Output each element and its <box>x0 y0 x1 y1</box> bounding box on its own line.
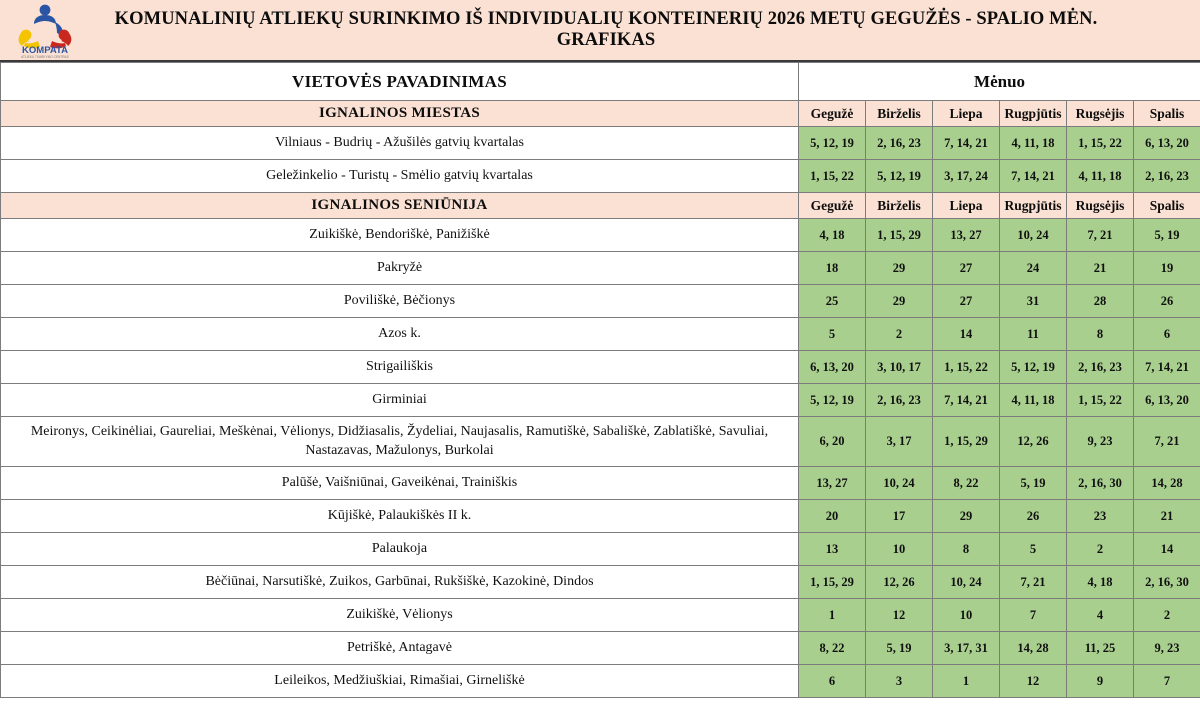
table-row <box>1 285 1200 318</box>
collection-dates-4: 11 <box>1000 318 1067 351</box>
month-header-6: Spalis <box>1134 101 1200 127</box>
collection-dates-2: 10 <box>866 533 933 566</box>
collection-dates-6: 7 <box>1134 665 1200 698</box>
collection-dates-3: 8, 22 <box>933 467 1000 500</box>
collection-dates-5: 9 <box>1067 665 1134 698</box>
collection-dates-1: 5 <box>799 318 866 351</box>
collection-dates-5: 1, 15, 22 <box>1067 384 1134 417</box>
locality-name: Leileikos, Medžiuškiai, Rimašiai, Girneliškė <box>1 665 799 698</box>
collection-dates-2: 2, 16, 23 <box>866 384 933 417</box>
collection-dates-3: 27 <box>933 252 1000 285</box>
collection-dates-3: 7, 14, 21 <box>933 127 1000 160</box>
collection-dates-1: 1 <box>799 599 866 632</box>
locality-name: Bėčiūnai, Narsutiškė, Zuikos, Garbūnai, Rukšiškė, Kazokinė, Dindos <box>1 566 799 599</box>
table-row <box>1 127 1200 160</box>
locality-name: Pakryžė <box>1 252 799 285</box>
month-header-4: Rugpjūtis <box>1000 193 1067 219</box>
collection-dates-5: 8 <box>1067 318 1134 351</box>
table-row <box>1 533 1200 566</box>
collection-dates-5: 4, 18 <box>1067 566 1134 599</box>
collection-dates-3: 10, 24 <box>933 566 1000 599</box>
title-banner <box>0 0 1200 62</box>
locality-name: Meironys, Ceikinėliai, Gaureliai, Meškėnai, Vėlionys, Didžiasalis, Žydeliai, Naujasalis, Ramutiškė, Sabališkė, Zablatiškė, Savuliai, Nastazavas, Mažulonys, Burkolai <box>1 417 799 467</box>
collection-dates-1: 6 <box>799 665 866 698</box>
month-header-5: Rugsėjis <box>1067 101 1134 127</box>
collection-dates-6: 21 <box>1134 500 1200 533</box>
collection-dates-6: 2, 16, 23 <box>1134 160 1200 193</box>
table-row <box>1 318 1200 351</box>
collection-dates-2: 29 <box>866 252 933 285</box>
collection-dates-5: 4 <box>1067 599 1134 632</box>
collection-dates-4: 4, 11, 18 <box>1000 127 1067 160</box>
collection-dates-3: 1, 15, 22 <box>933 351 1000 384</box>
collection-dates-5: 7, 21 <box>1067 219 1134 252</box>
collection-dates-3: 3, 17, 24 <box>933 160 1000 193</box>
locality-name: Zuikiškė, Vėlionys <box>1 599 799 632</box>
table-row <box>1 252 1200 285</box>
collection-dates-4: 5, 19 <box>1000 467 1067 500</box>
collection-dates-2: 29 <box>866 285 933 318</box>
collection-dates-2: 5, 12, 19 <box>866 160 933 193</box>
collection-dates-1: 20 <box>799 500 866 533</box>
collection-dates-4: 5 <box>1000 533 1067 566</box>
logo-tagline: ATLIEKŲ TVARKYMO CENTRAS <box>21 55 69 58</box>
collection-dates-4: 26 <box>1000 500 1067 533</box>
collection-dates-1: 5, 12, 19 <box>799 384 866 417</box>
collection-dates-2: 12, 26 <box>866 566 933 599</box>
collection-dates-2: 3 <box>866 665 933 698</box>
collection-dates-3: 10 <box>933 599 1000 632</box>
table-row <box>1 566 1200 599</box>
collection-dates-4: 12 <box>1000 665 1067 698</box>
collection-dates-3: 3, 17, 31 <box>933 632 1000 665</box>
section-header-row <box>1 101 1200 127</box>
collection-dates-6: 6, 13, 20 <box>1134 127 1200 160</box>
locality-name: Palūšė, Vaišniūnai, Gaveikėnai, Trainiškis <box>1 467 799 500</box>
locality-name: Azos k. <box>1 318 799 351</box>
collection-dates-4: 10, 24 <box>1000 219 1067 252</box>
collection-dates-1: 6, 13, 20 <box>799 351 866 384</box>
section-title: IGNALINOS MIESTAS <box>1 101 799 127</box>
collection-dates-3: 1 <box>933 665 1000 698</box>
header-place-column: VIETOVĖS PAVADINIMAS <box>1 63 799 101</box>
logo-wordmark: KOMPATA <box>22 45 68 56</box>
collection-dates-5: 21 <box>1067 252 1134 285</box>
locality-name: Geležinkelio - Turistų - Smėlio gatvių kvartalas <box>1 160 799 193</box>
collection-dates-5: 2, 16, 30 <box>1067 467 1134 500</box>
locality-name: Vilniaus - Budrių - Ažušilės gatvių kvartalas <box>1 127 799 160</box>
collection-dates-4: 12, 26 <box>1000 417 1067 467</box>
collection-dates-6: 2 <box>1134 599 1200 632</box>
collection-dates-2: 2, 16, 23 <box>866 127 933 160</box>
collection-dates-4: 5, 12, 19 <box>1000 351 1067 384</box>
collection-dates-4: 4, 11, 18 <box>1000 384 1067 417</box>
collection-dates-5: 28 <box>1067 285 1134 318</box>
collection-dates-3: 1, 15, 29 <box>933 417 1000 467</box>
locality-name: Zuikiškė, Bendoriškė, Panižiškė <box>1 219 799 252</box>
month-header-3: Liepa <box>933 193 1000 219</box>
collection-dates-5: 4, 11, 18 <box>1067 160 1134 193</box>
collection-dates-6: 14, 28 <box>1134 467 1200 500</box>
collection-dates-6: 7, 21 <box>1134 417 1200 467</box>
collection-dates-6: 2, 16, 30 <box>1134 566 1200 599</box>
month-header-1: Gegužė <box>799 193 866 219</box>
collection-dates-2: 2 <box>866 318 933 351</box>
table-row <box>1 467 1200 500</box>
table-row <box>1 351 1200 384</box>
collection-dates-3: 27 <box>933 285 1000 318</box>
locality-name: Strigailiškis <box>1 351 799 384</box>
month-header-1: Gegužė <box>799 101 866 127</box>
locality-name: Palaukoja <box>1 533 799 566</box>
collection-dates-2: 17 <box>866 500 933 533</box>
collection-dates-6: 9, 23 <box>1134 632 1200 665</box>
table-row <box>1 500 1200 533</box>
collection-dates-4: 31 <box>1000 285 1067 318</box>
locality-name: Petriškė, Antagavė <box>1 632 799 665</box>
table-row <box>1 599 1200 632</box>
month-header-2: Birželis <box>866 193 933 219</box>
collection-dates-6: 6, 13, 20 <box>1134 384 1200 417</box>
collection-dates-1: 1, 15, 29 <box>799 566 866 599</box>
collection-dates-2: 10, 24 <box>866 467 933 500</box>
collection-dates-3: 13, 27 <box>933 219 1000 252</box>
collection-dates-6: 7, 14, 21 <box>1134 351 1200 384</box>
collection-dates-1: 25 <box>799 285 866 318</box>
collection-dates-2: 3, 17 <box>866 417 933 467</box>
collection-dates-3: 8 <box>933 533 1000 566</box>
collection-dates-5: 1, 15, 22 <box>1067 127 1134 160</box>
header-month-group: Mėnuo <box>799 63 1200 101</box>
collection-dates-1: 18 <box>799 252 866 285</box>
collection-dates-5: 2 <box>1067 533 1134 566</box>
table-row <box>1 219 1200 252</box>
collection-dates-1: 4, 18 <box>799 219 866 252</box>
collection-dates-4: 7, 14, 21 <box>1000 160 1067 193</box>
collection-dates-4: 7 <box>1000 599 1067 632</box>
collection-dates-2: 12 <box>866 599 933 632</box>
collection-dates-6: 26 <box>1134 285 1200 318</box>
table-header-row <box>1 63 1200 101</box>
collection-dates-4: 24 <box>1000 252 1067 285</box>
table-row <box>1 632 1200 665</box>
collection-dates-6: 6 <box>1134 318 1200 351</box>
locality-name: Kūjiškė, Palaukiškės II k. <box>1 500 799 533</box>
locality-name: Girminiai <box>1 384 799 417</box>
collection-dates-5: 2, 16, 23 <box>1067 351 1134 384</box>
collection-dates-1: 13 <box>799 533 866 566</box>
kompata-logo <box>12 1 78 59</box>
collection-dates-2: 1, 15, 29 <box>866 219 933 252</box>
collection-dates-1: 13, 27 <box>799 467 866 500</box>
collection-dates-3: 7, 14, 21 <box>933 384 1000 417</box>
section-title: IGNALINOS SENIŪNIJA <box>1 193 799 219</box>
month-header-3: Liepa <box>933 101 1000 127</box>
collection-dates-1: 5, 12, 19 <box>799 127 866 160</box>
table-row <box>1 417 1200 467</box>
collection-dates-4: 7, 21 <box>1000 566 1067 599</box>
month-header-6: Spalis <box>1134 193 1200 219</box>
collection-dates-3: 29 <box>933 500 1000 533</box>
collection-dates-5: 23 <box>1067 500 1134 533</box>
month-header-5: Rugsėjis <box>1067 193 1134 219</box>
collection-dates-6: 19 <box>1134 252 1200 285</box>
collection-dates-5: 11, 25 <box>1067 632 1134 665</box>
section-header-row <box>1 193 1200 219</box>
month-header-4: Rugpjūtis <box>1000 101 1067 127</box>
collection-dates-5: 9, 23 <box>1067 417 1134 467</box>
table-row <box>1 384 1200 417</box>
collection-dates-2: 3, 10, 17 <box>866 351 933 384</box>
month-header-2: Birželis <box>866 101 933 127</box>
collection-dates-6: 14 <box>1134 533 1200 566</box>
collection-dates-3: 14 <box>933 318 1000 351</box>
collection-dates-4: 14, 28 <box>1000 632 1067 665</box>
collection-dates-1: 6, 20 <box>799 417 866 467</box>
table-row <box>1 665 1200 698</box>
recycling-people-logo-icon <box>14 2 76 58</box>
table-body <box>1 63 1200 698</box>
page-title: KOMUNALINIŲ ATLIEKŲ SURINKIMO IŠ INDIVIDUALIŲ KONTEINERIŲ 2026 METŲ GEGUŽĖS - SPALIO MĖN. GRAFIKAS <box>114 8 1098 50</box>
collection-dates-1: 1, 15, 22 <box>799 160 866 193</box>
waste-collection-schedule-table <box>0 62 1200 698</box>
collection-dates-6: 5, 19 <box>1134 219 1200 252</box>
collection-dates-2: 5, 19 <box>866 632 933 665</box>
table-row <box>1 160 1200 193</box>
locality-name: Poviliškė, Bėčionys <box>1 285 799 318</box>
collection-dates-1: 8, 22 <box>799 632 866 665</box>
